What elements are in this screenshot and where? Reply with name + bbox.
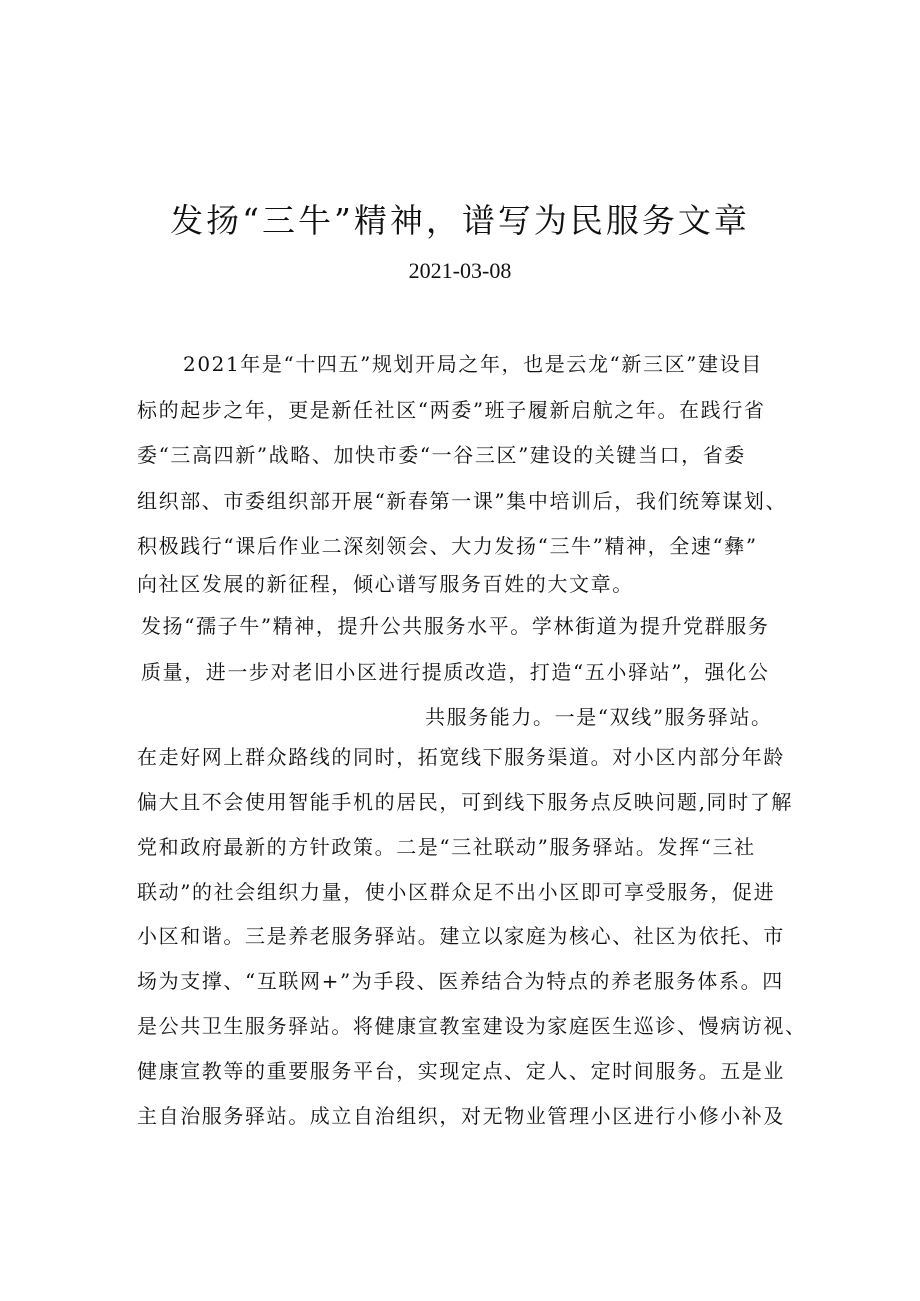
paragraph-line: 共服务能力。一是“双线”服务驿站。 <box>425 705 773 729</box>
paragraph-line: 积极践行“课后作业二深刻领会、大力发扬“三牛”精神，全速“彝” <box>137 534 758 558</box>
paragraph-line: 小区和谐。三是养老服务驿站。建立以家庭为核心、社区为依托、市 <box>137 924 785 948</box>
paragraph-line: 委“三高四新”战略、加快市委“一谷三区”建设的关键当口，省委 <box>137 443 746 467</box>
paragraph-line: 在走好网上群众路线的同时，拓宽线下服务渠道。对小区内部分年龄 <box>137 745 785 769</box>
paragraph-line: 健康宣教等的重要服务平台，实现定点、定人、定时间服务。五是业 <box>137 1059 785 1083</box>
paragraph-line: 是公共卫生服务驿站。将健康宣教室建设为家庭医生巡诊、慢病访视、 <box>137 1014 807 1038</box>
paragraph-line: 主自治服务驿站。成立自治组织，对无物业管理小区进行小修小补及 <box>137 1104 785 1128</box>
document-title: 发扬“三牛”精神，谱写为民服务文章 <box>170 201 750 240</box>
paragraph-line: 质量，进一步对老旧小区进行提质改造，打造“五小驿站”，强化公 <box>141 660 770 684</box>
paragraph-line: 场为支撑、“互联网+”为手段、医养结合为特点的养老服务体系。四 <box>137 969 784 993</box>
paragraph-line: 发扬“孺子牛”精神，提升公共服务水平。学林街道为提升党群服务 <box>141 614 770 638</box>
paragraph-line: 组织部、市委组织部开展“新春第一课”集中培训后，我们统筹谋划、 <box>137 489 788 513</box>
paragraph-line: 向社区发展的新征程，倾心谱写服务百姓的大文章。 <box>137 572 634 596</box>
paragraph-line: 2021年是“十四五”规划开局之年，也是云龙“新三区”建设目 <box>183 352 763 376</box>
paragraph-line: 党和政府最新的方针政策。二是“三社联动”服务驿站。发挥“三社 <box>137 835 756 859</box>
paragraph-line: 标的起步之年，更是新任社区“两委”班子履新启航之年。在践行省 <box>137 398 766 422</box>
paragraph-line: 联动”的社会组织力量，使小区群众足不出小区即可享受服务，促进 <box>137 880 776 904</box>
paragraph-line: 偏大且不会使用智能手机的居民，可到线下服务点反映问题,同时了解 <box>137 790 793 814</box>
document-date: 2021-03-08 <box>408 258 512 283</box>
